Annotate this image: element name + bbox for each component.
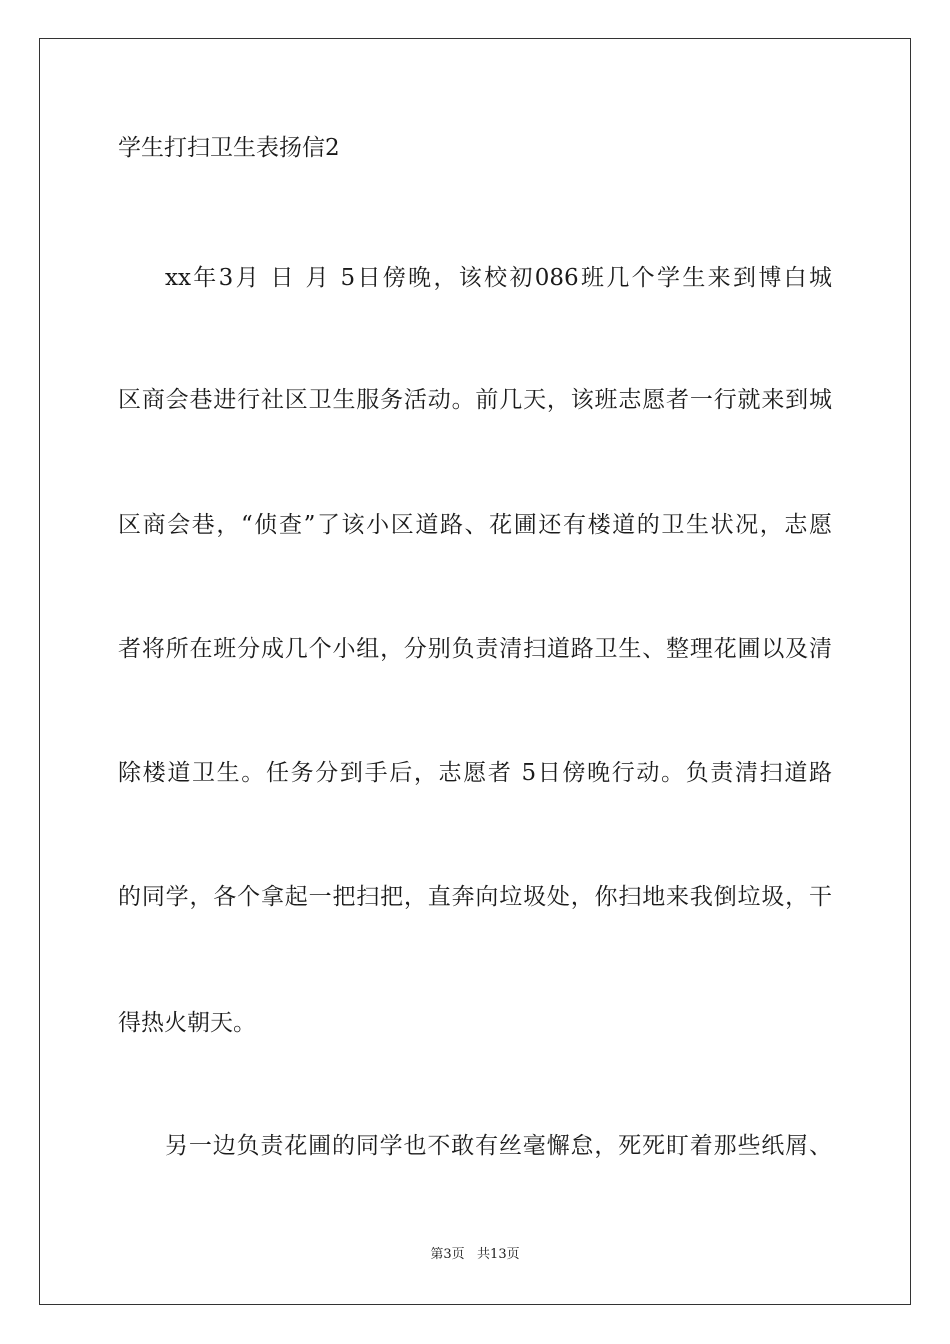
paragraph-1-line-4: 者将所在班分成几个小组，分别负责清扫道路卫生、整理花圃以及清 <box>118 636 832 662</box>
paragraph-1-line-3: 区商会巷，“侦查”了该小区道路、花圃还有楼道的卫生状况，志愿 <box>118 512 832 538</box>
document-title: 学生打扫卫生表扬信2 <box>118 135 340 161</box>
paragraph-1-line-7: 得热火朝天。 <box>118 1010 256 1036</box>
paragraph-1-line-1: xx年3月 日 月 5日傍晚，该校初086班几个学生来到博白城 <box>165 265 832 291</box>
paragraph-1-line-5: 除楼道卫生。任务分到手后，志愿者 5日傍晚行动。负责清扫道路 <box>118 760 832 786</box>
page-number-footer: 第3页 共13页 <box>430 1247 520 1262</box>
paragraph-1-line-6: 的同学，各个拿起一把扫把，直奔向垃圾处，你扫地来我倒垃圾，干 <box>118 884 832 910</box>
paragraph-1-line-2: 区商会巷进行社区卫生服务活动。前几天，该班志愿者一行就来到城 <box>118 387 832 413</box>
page-border <box>39 38 911 1305</box>
paragraph-2-line-1: 另一边负责花圃的同学也不敢有丝毫懈怠，死死盯着那些纸屑、 <box>165 1133 832 1159</box>
